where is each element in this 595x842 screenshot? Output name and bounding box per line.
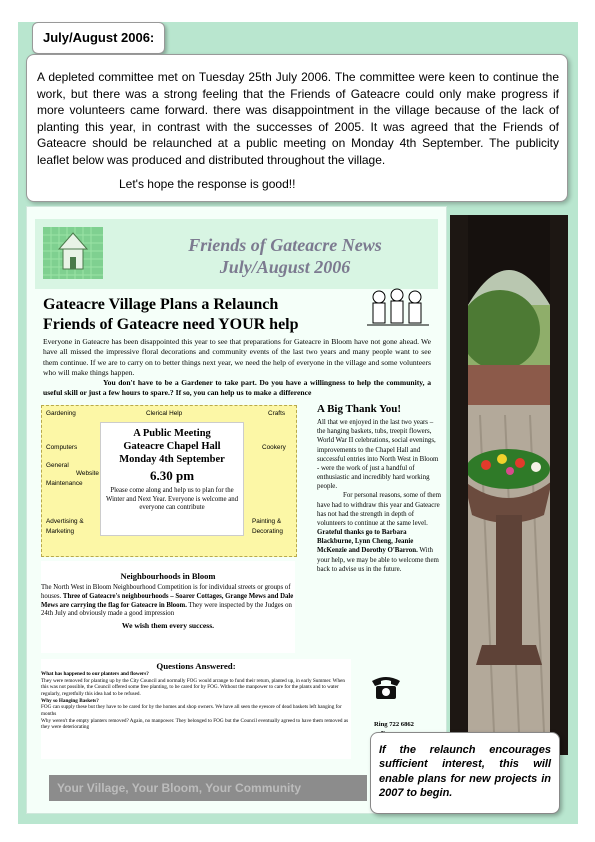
gazebo-emblem-icon bbox=[43, 227, 103, 279]
neighbourhoods-text-1: The North West in Bloom Neighbourhood Competition is for individual streets or groups of houses. bbox=[41, 584, 291, 600]
public-meeting-card bbox=[100, 422, 244, 536]
skill-painting: Painting & bbox=[252, 518, 282, 525]
leaflet-title-line2: July/August 2006 bbox=[219, 256, 351, 277]
skill-website: Website bbox=[76, 470, 99, 477]
meeting-date: Monday 4th September bbox=[119, 454, 225, 466]
relaunch-note-text: If the relaunch encourages sufficient interest, this will enable plans for new projects in 2007 to begin. bbox=[379, 744, 551, 799]
leaflet-title-line1: Friends of Gateacre News bbox=[188, 235, 382, 255]
intro-paragraph: A depleted committee met on Tuesday 25th July 2006. The committee were keen to continue the work, but there was a strong feeling that the Friends of Gateacre could only make progress if more volunteers came forward. there was disappointment in the village because of the lack of planting this year, in contrast with the successes of 2005. It was agreed that the Friends of Gateacre should be relaunched at a public meeting on Monday 4th September. The publicity leaflet below was produced and distributed throughout the village. bbox=[37, 70, 559, 167]
question-line: Why so Hanging Baskets? bbox=[41, 697, 99, 704]
answer-line: They were removed for planting up by the City Council and normally FOG would arrange to fund their return, planted up, in early Summer. When this was not possible, the Council offered some free planting, to be cared for by FOG. Without the manpower to care for the plants and to water regularly, regretfully this idea had to be refused. bbox=[41, 677, 346, 697]
thank-you-title: A Big Thank You! bbox=[317, 403, 402, 415]
neighbourhoods-title: Neighbourhoods in Bloom bbox=[120, 571, 216, 581]
telephone-icon bbox=[369, 673, 403, 701]
neighbourhoods-text bbox=[41, 584, 295, 619]
skill-decorating: Decorating bbox=[252, 528, 283, 535]
answer-line: FOG can supply these but they have to be cared for by the homes and shop owners. We have all seen the eyesore of dead baskets left hanging for months bbox=[41, 704, 342, 717]
intro-box bbox=[26, 54, 568, 202]
headline-line1: Gateacre Village Plans a Relaunch bbox=[43, 296, 279, 313]
volunteers-cartoon-icon bbox=[367, 287, 429, 331]
questions-panel bbox=[41, 659, 351, 759]
skill-advertising: Advertising & bbox=[46, 518, 84, 525]
skill-computers: Computers bbox=[46, 444, 78, 451]
meeting-time: 6.30 pm bbox=[149, 468, 195, 484]
thank-you-names: Grateful thanks go to Barbara Blackburne, Lynn Cheng, Jeanie McKenzie and Dorothy O'Barron. bbox=[317, 529, 418, 555]
skill-cookery: Cookery bbox=[262, 444, 286, 451]
skill-crafts: Crafts bbox=[268, 410, 286, 417]
question-line: What has happened to our planters and flowers? bbox=[41, 671, 149, 677]
skill-gardening: Gardening bbox=[46, 410, 76, 417]
skill-clerical: Clerical Help bbox=[146, 410, 183, 417]
thank-you-text bbox=[317, 418, 441, 574]
slogan-bar: Your Village, Your Bloom, Your Community bbox=[49, 775, 367, 801]
questions-title: Questions Answered: bbox=[156, 661, 236, 671]
meeting-note: Please come along and help us to plan for the Winter and Next Year. Everyone is welcome and everyone can contribute bbox=[105, 487, 239, 512]
meeting-title bbox=[101, 427, 243, 466]
publicity-leaflet bbox=[26, 206, 447, 814]
thank-you-p3: With your help, we may be able to welcome them back to advise us in the future. bbox=[317, 547, 439, 573]
meeting-title-1: A Public Meeting bbox=[133, 428, 211, 439]
ring-phone: Ring 722 6862 bbox=[374, 721, 414, 728]
neighbourhoods-bold: Three of Gateacre's neighbourhoods – Soarer Cottages, Grange Mews and Dale Mews are carrying the flag for Gateacre in Bloom. bbox=[41, 592, 294, 609]
relaunch-note bbox=[370, 732, 560, 814]
date-tab: July/August 2006: bbox=[32, 22, 165, 54]
meeting-panel bbox=[41, 405, 297, 557]
skill-maintenance: Maintenance bbox=[46, 480, 83, 487]
neighbourhoods-closing: We wish them every success. bbox=[121, 621, 215, 631]
leaflet-body bbox=[43, 337, 431, 399]
neighbourhoods-panel bbox=[41, 561, 295, 653]
skill-marketing: Marketing bbox=[46, 528, 75, 535]
gateacre-planter-photo bbox=[450, 215, 568, 755]
leaflet-headline bbox=[43, 295, 373, 335]
leaflet-body-bold: You don't have to be a Gardener to take part. Do you have a willingness to help the community, a useful skill or just a few hours to spare.? If so, you can help us to make a difference bbox=[43, 378, 431, 398]
neighbourhoods-text-2: They were inspected by the Judges on 24th July and obviously made a good impression bbox=[41, 601, 292, 618]
thank-you-section bbox=[317, 403, 441, 574]
leaflet-title bbox=[155, 235, 415, 278]
leaflet-body-text: Everyone in Gateacre has been disappointed this year to see that preparations for Gateacre in Bloom have not gone ahead. We have all missed the impressive floral decorations and community events of the last two years and many people want to see them continue. If we are to carry on to better things next year, we need the help of everyone in the village and some volunteers who will make things happen. bbox=[43, 337, 431, 377]
meeting-title-2: Gateacre Chapel Hall bbox=[123, 441, 221, 453]
headline-line2: Friends of Gateacre need YOUR help bbox=[43, 316, 299, 333]
thank-you-p1: All that we enjoyed in the last two years – the hanging baskets, tubs, treepit flowers, World War II celebrations, social evenings, improvements to the Chapel Hall and successful entries into North West in Bloom - were the work of just a handful of enthusiastic and incredibly hard working people. bbox=[317, 419, 439, 491]
thank-you-p2: For personal reasons, some of them have had to withdraw this year and Gateacre has not had the strength in depth of volunteers to continue at the same level. bbox=[317, 492, 441, 527]
leaflet-header bbox=[35, 219, 438, 289]
skill-general: General bbox=[46, 462, 69, 469]
intro-closing: Let's hope the response is good!! bbox=[119, 177, 296, 191]
answer-line: Why weren't the empty planters removed? Again, no manpower. They belonged to FOG but the Council eventually agreed to have them removed as they were deteriorating bbox=[41, 717, 349, 731]
